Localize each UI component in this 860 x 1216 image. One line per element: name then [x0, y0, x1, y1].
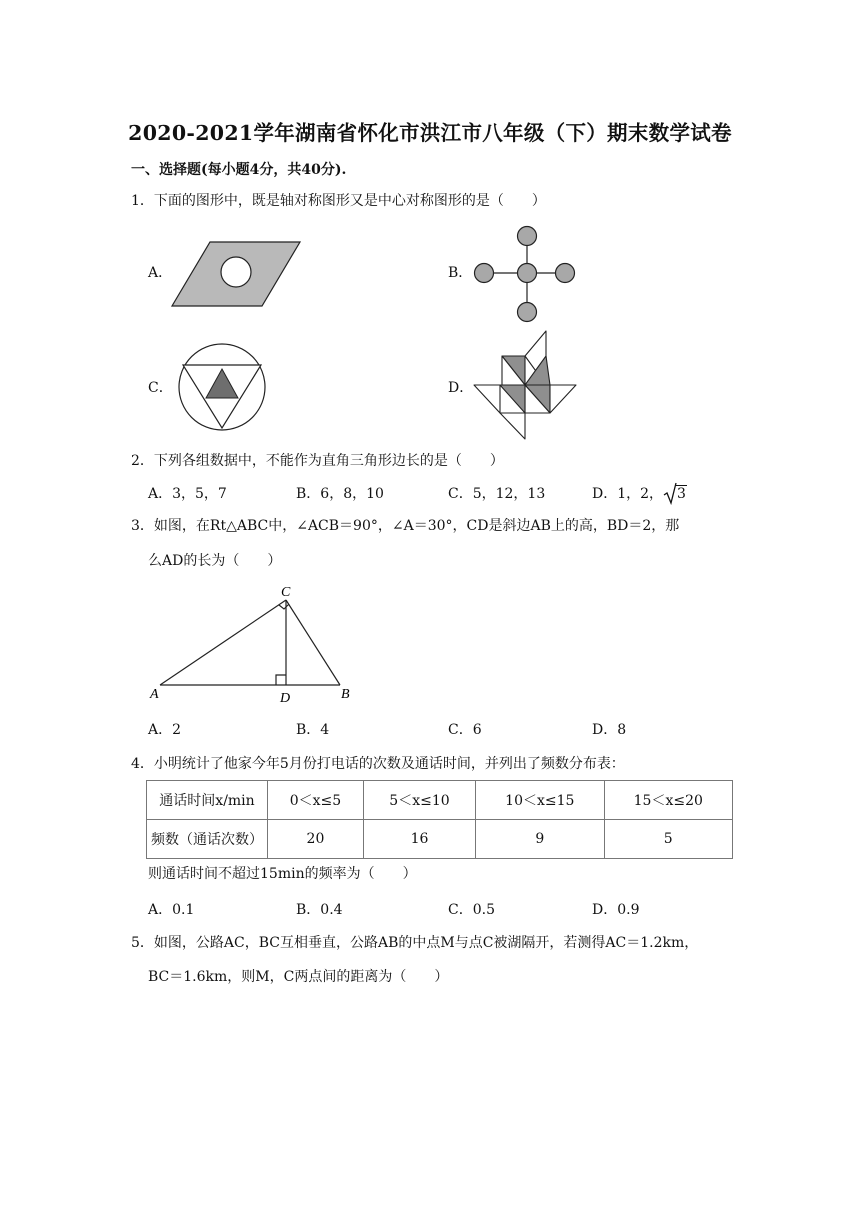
right-angle-mark-d — [276, 675, 286, 685]
side-bc — [286, 600, 340, 685]
sqrt-symbol — [663, 485, 687, 503]
q4-option-c: C．0.5 — [448, 902, 495, 918]
q3-stem-line2: 么AD的长为（ ） — [148, 553, 282, 569]
circle-hole — [221, 257, 251, 287]
table-header-row — [147, 781, 733, 820]
q1-option-d-label: D． — [448, 380, 474, 396]
circle-node — [518, 303, 537, 322]
q3-stem-line1: 3．如图，在Rt△ABC中，∠ACB＝90°，∠A＝30°，CD是斜边AB上的高，BD＝2，那 — [131, 518, 680, 534]
q1-figure-d-pinwheel — [470, 329, 580, 441]
q4-option-b: B．0.4 — [296, 902, 343, 918]
circle-node — [518, 227, 537, 246]
q1-option-c-label: C． — [148, 380, 173, 396]
q2-option-a: A．3，5，7 — [148, 486, 227, 502]
point-c-label: C — [281, 585, 291, 600]
q2-option-c: C．5，12，13 — [448, 486, 546, 502]
q3-triangle-figure — [148, 582, 358, 706]
q5-stem-line2: BC＝1.6km，则M，C两点间的距离为（ ） — [148, 969, 449, 985]
q2-option-d-text: D．1，2， — [592, 486, 664, 502]
q5-stem-line1: 5．如图，公路AC，BC互相垂直，公路AB的中点M与点C被湖隔开，若测得AC＝1.2km， — [131, 935, 699, 951]
q1-figure-b-cross — [470, 222, 580, 326]
table-cell: 15＜x≤20 — [604, 781, 732, 820]
point-a-label: A — [150, 687, 159, 702]
q2-option-b: B．6，8，10 — [296, 486, 384, 502]
section-heading: 一、选择题(每小题4分，共40分). — [131, 162, 347, 178]
q1-stem: 1．下面的图形中，既是轴对称图形又是中心对称图形的是（ ） — [131, 193, 546, 209]
q1-option-b-label: B． — [448, 265, 473, 281]
sqrt-value: 3 — [677, 486, 686, 502]
q3-option-a: A．2 — [148, 722, 182, 738]
right-angle-mark-c — [279, 604, 289, 609]
side-ac — [160, 600, 286, 685]
table-cell: 频数（通话次数） — [147, 820, 268, 859]
table-cell: 0＜x≤5 — [268, 781, 364, 820]
q4-option-d: D．0.9 — [592, 902, 640, 918]
q3-option-b: B．4 — [296, 722, 330, 738]
table-cell: 5 — [604, 820, 732, 859]
circle-node — [518, 264, 537, 283]
table-cell: 通话时间x/min — [147, 781, 268, 820]
q1-figure-c-circle-triangle — [174, 340, 272, 436]
point-b-label: B — [341, 687, 350, 702]
circle-node — [556, 264, 575, 283]
q4-question: 则通话时间不超过15min的频率为（ ） — [148, 866, 417, 882]
q1-option-a-label: A． — [148, 265, 173, 281]
q4-option-a: A．0.1 — [148, 902, 195, 918]
q3-option-c: C．6 — [448, 722, 482, 738]
table-cell: 5＜x≤10 — [363, 781, 475, 820]
table-cell: 10＜x≤15 — [476, 781, 604, 820]
exam-title: 2020-2021学年湖南省怀化市洪江市八年级（下）期末数学试卷 — [128, 121, 732, 145]
q4-stem: 4．小明统计了他家今年5月份打电话的次数及通话时间，并列出了频数分布表： — [131, 756, 625, 772]
table-cell: 9 — [476, 820, 604, 859]
q2-stem: 2．下列各组数据中，不能作为直角三角形边长的是（ ） — [131, 453, 504, 469]
circle-node — [475, 264, 494, 283]
q3-option-d: D．8 — [592, 722, 627, 738]
frequency-table — [146, 780, 733, 859]
table-cell: 20 — [268, 820, 364, 859]
point-d-label: D — [280, 691, 291, 706]
table-row — [147, 820, 733, 859]
q2-option-d — [592, 485, 687, 503]
q1-figure-a-parallelogram — [170, 236, 305, 312]
table-cell: 16 — [363, 820, 475, 859]
